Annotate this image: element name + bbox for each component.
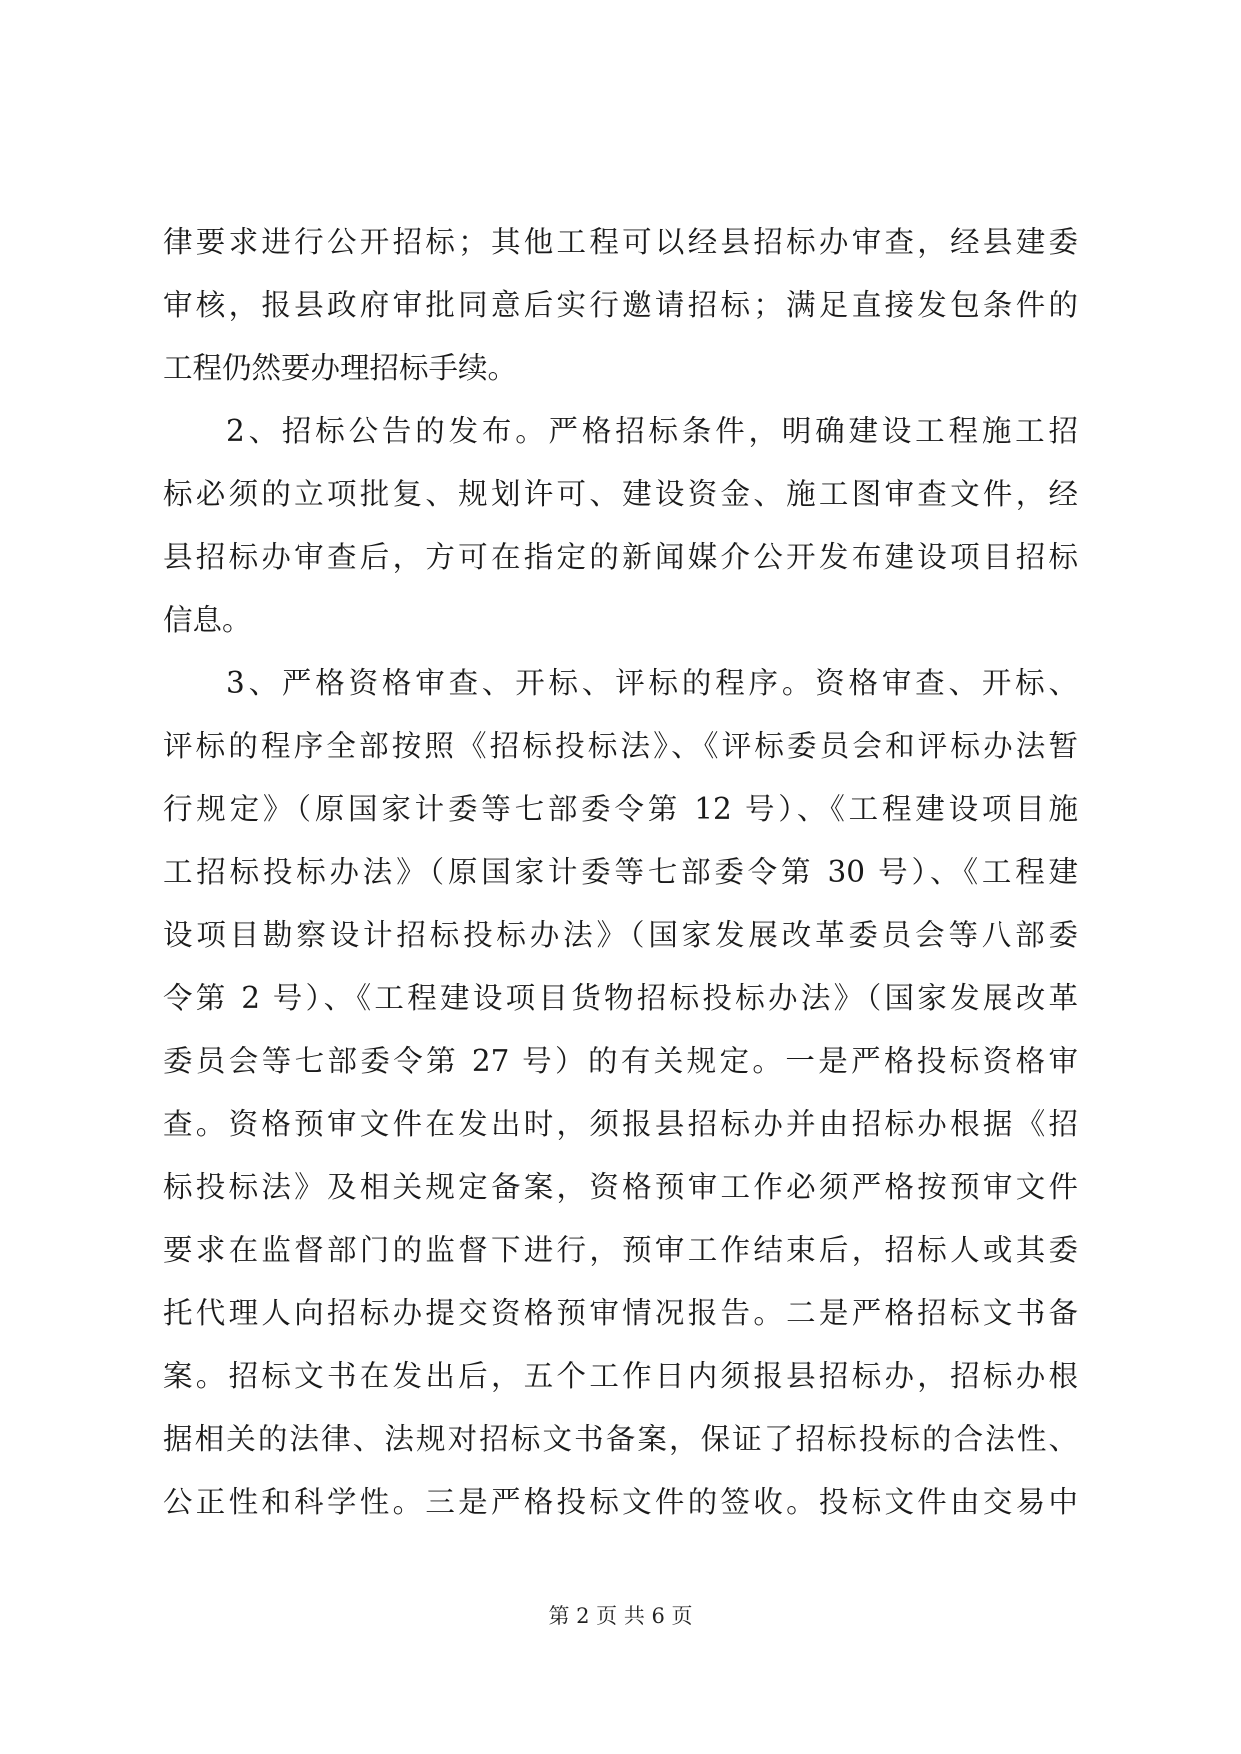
text-line: 行规定》（原国家计委等七部委令第 12 号）、《工程建设项目施 — [163, 792, 1078, 826]
paragraph-start-line: 2、招标公告的发布。严格招标条件，明确建设工程施工招 — [226, 414, 1078, 448]
text-line: 律要求进行公开招标；其他工程可以经县招标办审查，经县建委 — [163, 225, 1078, 259]
text-line: 信息。 — [163, 603, 252, 637]
text-line: 公正性和科学性。三是严格投标文件的签收。投标文件由交易中 — [163, 1485, 1078, 1519]
text-line: 审核，报县政府审批同意后实行邀请招标；满足直接发包条件的 — [163, 288, 1078, 322]
text-line: 案。招标文书在发出后，五个工作日内须报县招标办，招标办根 — [163, 1359, 1078, 1393]
text-line: 查。资格预审文件在发出时，须报县招标办并由招标办根据《招 — [163, 1107, 1078, 1141]
text-line: 设项目勘察设计招标投标办法》（国家发展改革委员会等八部委 — [163, 918, 1078, 952]
text-line: 评标的程序全部按照《招标投标法》、《评标委员会和评标办法暂 — [163, 729, 1078, 763]
paragraph-start-line: 3、严格资格审查、开标、评标的程序。资格审查、开标、 — [226, 666, 1078, 700]
text-line: 工程仍然要办理招标手续。 — [163, 351, 518, 385]
page-footer: 第 2 页 共 6 页 — [548, 1604, 693, 1628]
text-line: 托代理人向招标办提交资格预审情况报告。二是严格招标文书备 — [163, 1296, 1078, 1330]
text-line: 委员会等七部委令第 27 号）的有关规定。一是严格投标资格审 — [163, 1044, 1078, 1078]
text-line: 标必须的立项批复、规划许可、建设资金、施工图审查文件，经 — [163, 477, 1078, 511]
text-line: 要求在监督部门的监督下进行，预审工作结束后，招标人或其委 — [163, 1233, 1078, 1267]
text-line: 标投标法》及相关规定备案，资格预审工作必须严格按预审文件 — [163, 1170, 1078, 1204]
text-line: 县招标办审查后，方可在指定的新闻媒介公开发布建设项目招标 — [163, 540, 1078, 574]
text-line: 工招标投标办法》（原国家计委等七部委令第 30 号）、《工程建 — [163, 855, 1078, 889]
text-line: 令第 2 号）、《工程建设项目货物招标投标办法》（国家发展改革 — [163, 981, 1078, 1015]
text-line: 据相关的法律、法规对招标文书备案，保证了招标投标的合法性、 — [163, 1422, 1078, 1456]
